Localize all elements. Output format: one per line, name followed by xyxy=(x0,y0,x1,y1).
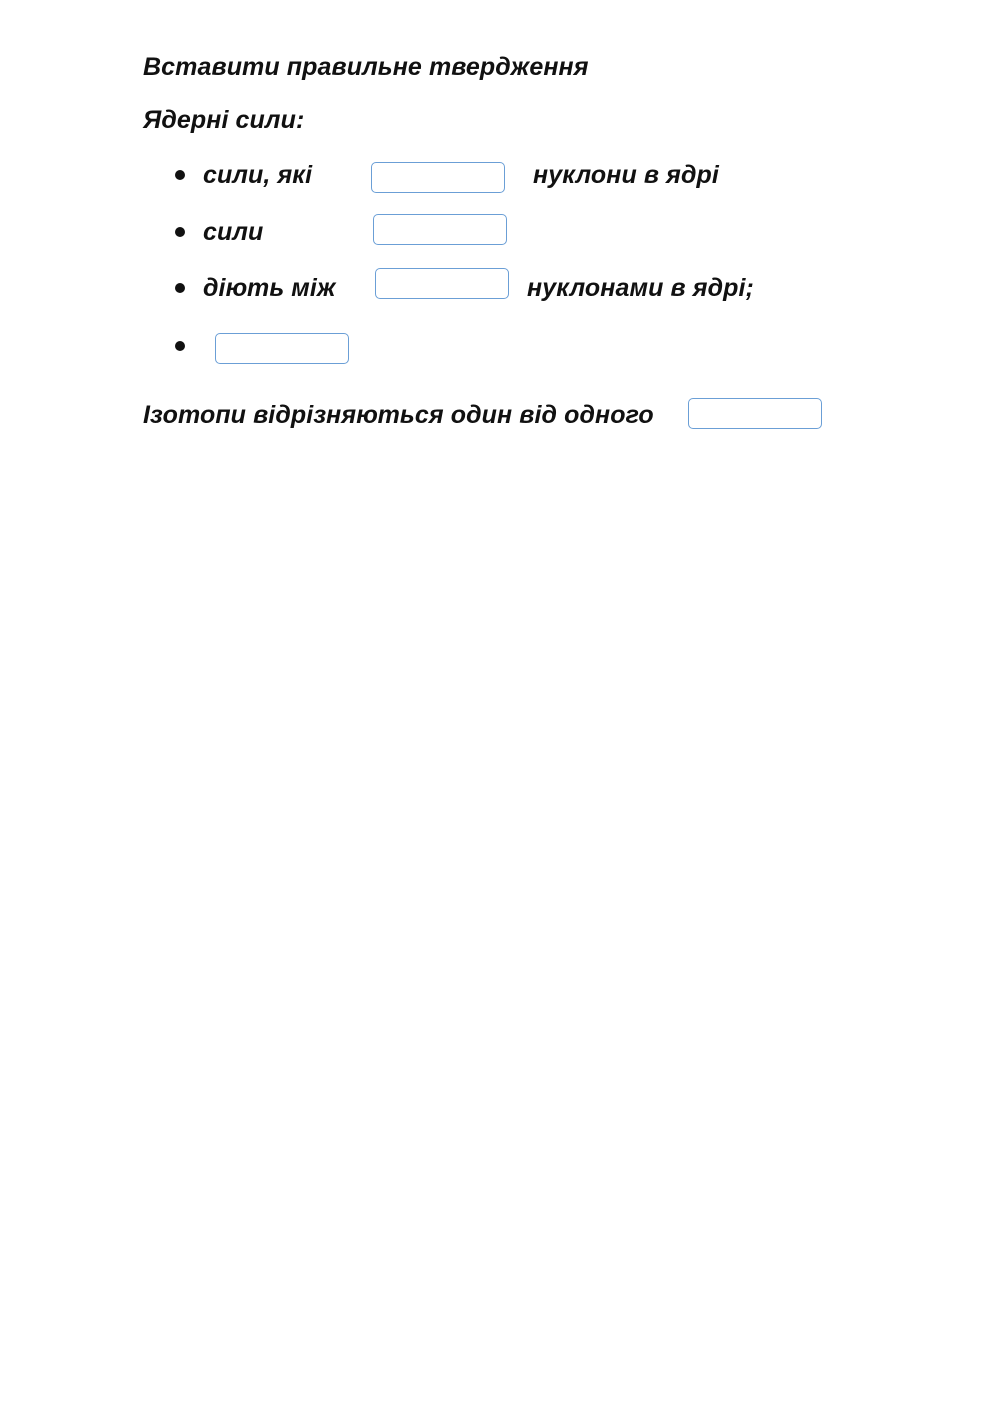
answer-input[interactable] xyxy=(375,268,509,299)
answer-input[interactable] xyxy=(373,214,507,245)
section-title: Ядерні сили: xyxy=(143,106,305,134)
bullet-icon xyxy=(175,283,185,293)
bullet-icon xyxy=(175,227,185,237)
item-text-after: нуклонами в ядрі; xyxy=(527,274,754,302)
isotopes-text: Ізотопи відрізняються один від одного xyxy=(143,401,654,429)
answer-input[interactable] xyxy=(371,162,505,193)
isotopes-answer-input[interactable] xyxy=(688,398,822,429)
instruction-heading: Вставити правильне твердження xyxy=(143,53,589,81)
item-text-before: діють між xyxy=(203,274,336,302)
item-text-before: сили, які xyxy=(203,161,313,189)
answer-input[interactable] xyxy=(215,333,349,364)
item-text-before: сили xyxy=(203,218,264,246)
item-text-after: нуклони в ядрі xyxy=(533,161,719,189)
bullet-icon xyxy=(175,341,185,351)
bullet-icon xyxy=(175,170,185,180)
